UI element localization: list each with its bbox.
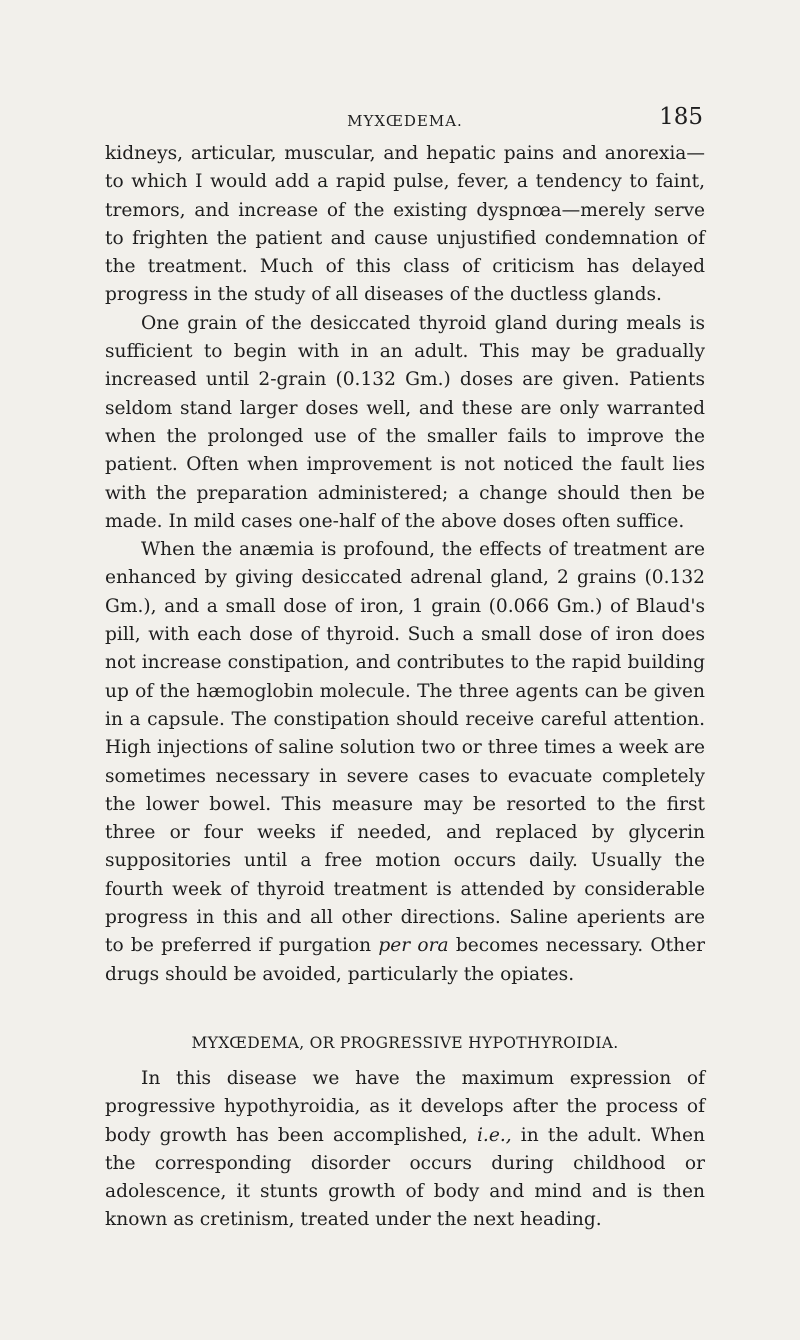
paragraph-dosage: One grain of the desiccated thyroid gland during meals is sufficient to begin with in an adult. This may be gradually increased until 2-grain (0.132 Gm.) doses are given. Patients seldom stand larger doses well, and these are only warranted when the prolonged use of the smaller fails to improve the patient. Often when improvement is not noticed the fault lies with the preparation administered; a change should then be made. In mild cases one-half of the above doses often suffice. bbox=[105, 312, 705, 532]
paragraph-continued: kidneys, articular, muscular, and hepatic pains and anorexia—to which I would add a rapid pulse, fever, a tendency to faint, tremors, and increase of the existing dyspnœa—merely serve to frighten the patient and cause unjustified condemnation of the treatment. Much of this class of criticism has delayed progress in the study of all diseases of the ductless glands. bbox=[105, 143, 705, 306]
section-heading: MYXŒDEMA, OR PROGRESSIVE HYPOTHYROIDIA. bbox=[191, 1033, 619, 1052]
paragraph-myxoedema-intro bbox=[105, 1065, 705, 1235]
italic-per-ora: per ora bbox=[378, 935, 449, 957]
italic-ie: i.e., bbox=[476, 1124, 512, 1146]
paragraph-intro-text-start: In this disease we have the maximum expression of progressive hypothyroidia, as it develops after the process of body growth has been accomplished, bbox=[105, 1067, 705, 1146]
running-title: MYXŒDEMA. bbox=[347, 112, 463, 130]
page-number: 185 bbox=[659, 104, 703, 130]
running-head bbox=[105, 96, 705, 140]
body-text bbox=[105, 140, 705, 1235]
paragraph-anaemia-text-end: becomes necessary. Other drugs should be avoided, particularly the opiates. bbox=[105, 935, 705, 985]
paragraph-intro-text-end: in the adult. When the corresponding disorder occurs during childhood or adolescence, it stunts growth of body and mind and is then known as cretinism, treated under the next heading. bbox=[105, 1124, 705, 1231]
book-page bbox=[105, 96, 705, 1235]
paragraph-anaemia-text-start: When the anæmia is profound, the effects of treatment are enhanced by giving desiccated adrenal gland, 2 grains (0.132 Gm.), and a small dose of iron, 1 grain (0.066 Gm.) of Blaud's pill, with each dose of thyroid. Such a small dose of iron does not increase constipation, and contributes to the rapid building up of the hæmoglobin molecule. The three agents can be given in a capsule. The constipation should receive careful attention. High injections of saline solution two or three times a week are sometimes necessary in severe cases to evacuate completely the lower bowel. This measure may be resorted to the first three or four weeks if needed, and replaced by glycerin suppositories until a free motion occurs daily. Usually the fourth week of thyroid treatment is attended by considerable progress in this and all other directions. Saline aperients are to be preferred if purgation bbox=[105, 539, 705, 957]
paragraph-anaemia-treatment bbox=[105, 536, 705, 989]
